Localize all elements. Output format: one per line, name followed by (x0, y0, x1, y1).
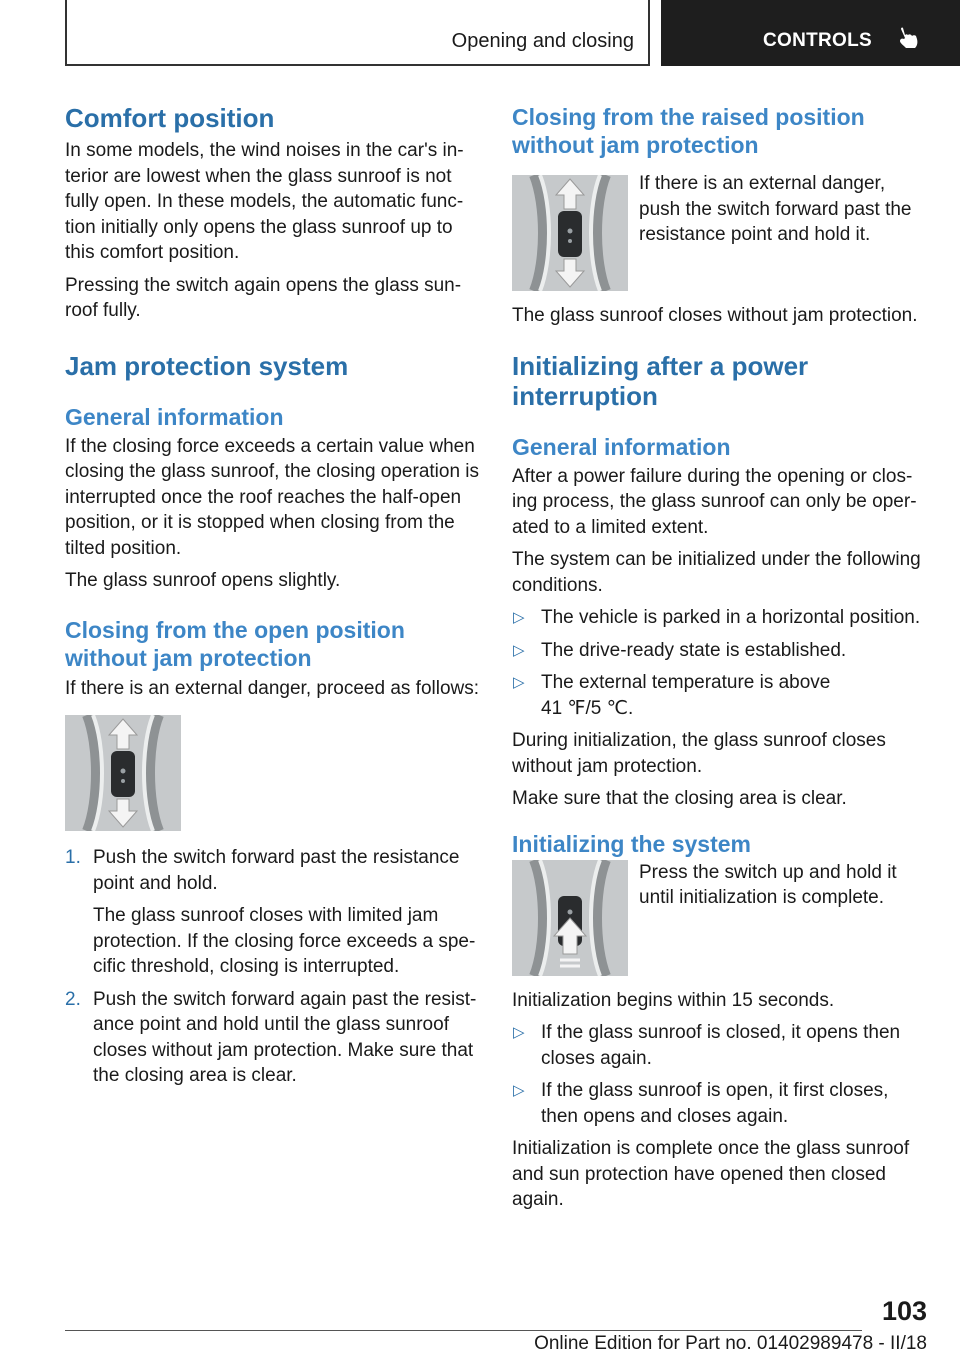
list-item (512, 1020, 928, 1071)
comfort-paragraph-2: Pressing the switch again opens the glass sunroof fully. (65, 274, 462, 321)
init-system-heading: Initializing the system (512, 830, 751, 857)
closing-open-heading: Closing from the open position without jam protection (65, 616, 405, 671)
right-column (512, 103, 928, 1220)
page-header (0, 0, 960, 66)
case-text: If the glass sunroof is closed, it opens then closes again. (541, 1022, 901, 1069)
case-text: If the glass sunroof is open, it first closes, then opens and closes again. (541, 1080, 889, 1127)
begins-paragraph: Initialization begins within 15 seconds. (512, 989, 835, 1011)
closing-raised-heading: Closing from the raised position without jam protection (512, 104, 865, 158)
general-paragraph-1: If the closing force exceeds a certain value when closing the glass sunroof, the closing operation is interrupted once the roof reaches the half-open position, or it is stopped when closing from the tilted position. (65, 435, 480, 559)
list-item (65, 987, 481, 1096)
step-text: The glass sunroof closes with limited jam protection. If the closing force exceeds a specific threshold, closing is interrupted. (93, 905, 476, 977)
init-system-paragraph: Press the switch up and hold it until initialization is complete. (639, 861, 897, 908)
step-number: 2. (65, 988, 81, 1010)
closing-steps-list (65, 845, 481, 1096)
page-number: 103 (881, 1296, 927, 1326)
triangle-bullet-icon: ▷ (513, 674, 525, 691)
condition-text: The drive-ready state is established. (541, 639, 847, 661)
general-information-heading: General information (65, 403, 284, 430)
closing-open-paragraph: If there is an external danger, proceed as follows: (65, 677, 480, 699)
sunroof-switch-up-image (512, 860, 628, 976)
triangle-bullet-icon: ▷ (513, 1024, 525, 1041)
general-paragraph-2: The glass sunroof opens slightly. (65, 570, 341, 591)
triangle-bullet-icon: ▷ (513, 641, 525, 659)
list-item (512, 670, 928, 721)
raised-paragraph-2: The glass sunroof closes without jam protection. (512, 305, 918, 326)
left-column (65, 103, 481, 1103)
step-number: 1. (65, 847, 81, 868)
footer-rule (65, 1330, 862, 1331)
list-item (512, 1078, 928, 1129)
triangle-bullet-icon: ▷ (513, 1082, 525, 1099)
step-text: Push the switch forward past the resistance point and hold. (93, 847, 460, 894)
switch-press-up-illustration (512, 860, 628, 976)
comfort-position-heading: Comfort position (65, 103, 275, 133)
cases-list (512, 1020, 928, 1129)
init-power-heading: Initializing after a power interruption (512, 350, 809, 411)
header-rule-left (65, 0, 67, 66)
raised-paragraph-1: If there is an external danger, push the switch forward past the resistance point and hold it. (639, 173, 912, 245)
triangle-bullet-icon: ▷ (513, 609, 525, 626)
switch-push-forward-illustration (512, 175, 628, 291)
init-general-paragraph-2: The system can be initialized under the following conditions. (512, 549, 921, 596)
switch-push-forward-illustration (65, 715, 181, 831)
clear-area-paragraph: Make sure that the closing area is clear. (512, 788, 847, 809)
pointing-hand-icon (895, 26, 921, 52)
list-item (65, 845, 481, 980)
step-text: Push the switch forward again past the resistance point and hold until the glass sunroof closes without jam protection. Make sure that the closing area is clear. (93, 988, 477, 1086)
condition-text: The external temperature is above 41 ℉/5 ℃. (541, 672, 831, 719)
list-item (512, 638, 928, 664)
header-rule-mid (648, 0, 650, 66)
jam-protection-heading: Jam protection system (65, 350, 349, 381)
sunroof-switch-raised-image (512, 175, 628, 291)
complete-paragraph: Initialization is complete once the glass sunroof and sun protection have opened then closed again. (512, 1138, 910, 1210)
header-section-title: Opening and closing (451, 30, 634, 52)
general-information-heading: General information (512, 433, 731, 460)
list-item (512, 605, 928, 631)
condition-text: The vehicle is parked in a horizontal position. (541, 607, 921, 628)
header-chapter-title: CONTROLS (763, 30, 873, 51)
sunroof-switch-image (65, 715, 181, 831)
edition-text: Online Edition for Part no. 01402989478 - II/18 (534, 1333, 927, 1354)
conditions-list (512, 605, 928, 721)
comfort-paragraph-1: In some models, the wind noises in the car's interior are lowest when the glass sunroof is not fully open. In these models, the automatic function initially only opens the glass sunroof up to this comfort position. (65, 140, 464, 263)
during-paragraph: During initialization, the glass sunroof closes without jam protection. (512, 730, 886, 777)
header-rule-bottom (65, 64, 649, 66)
init-general-paragraph-1: After a power failure during the opening or closing process, the glass sunroof can only be operated to a limited extent. (512, 465, 917, 538)
